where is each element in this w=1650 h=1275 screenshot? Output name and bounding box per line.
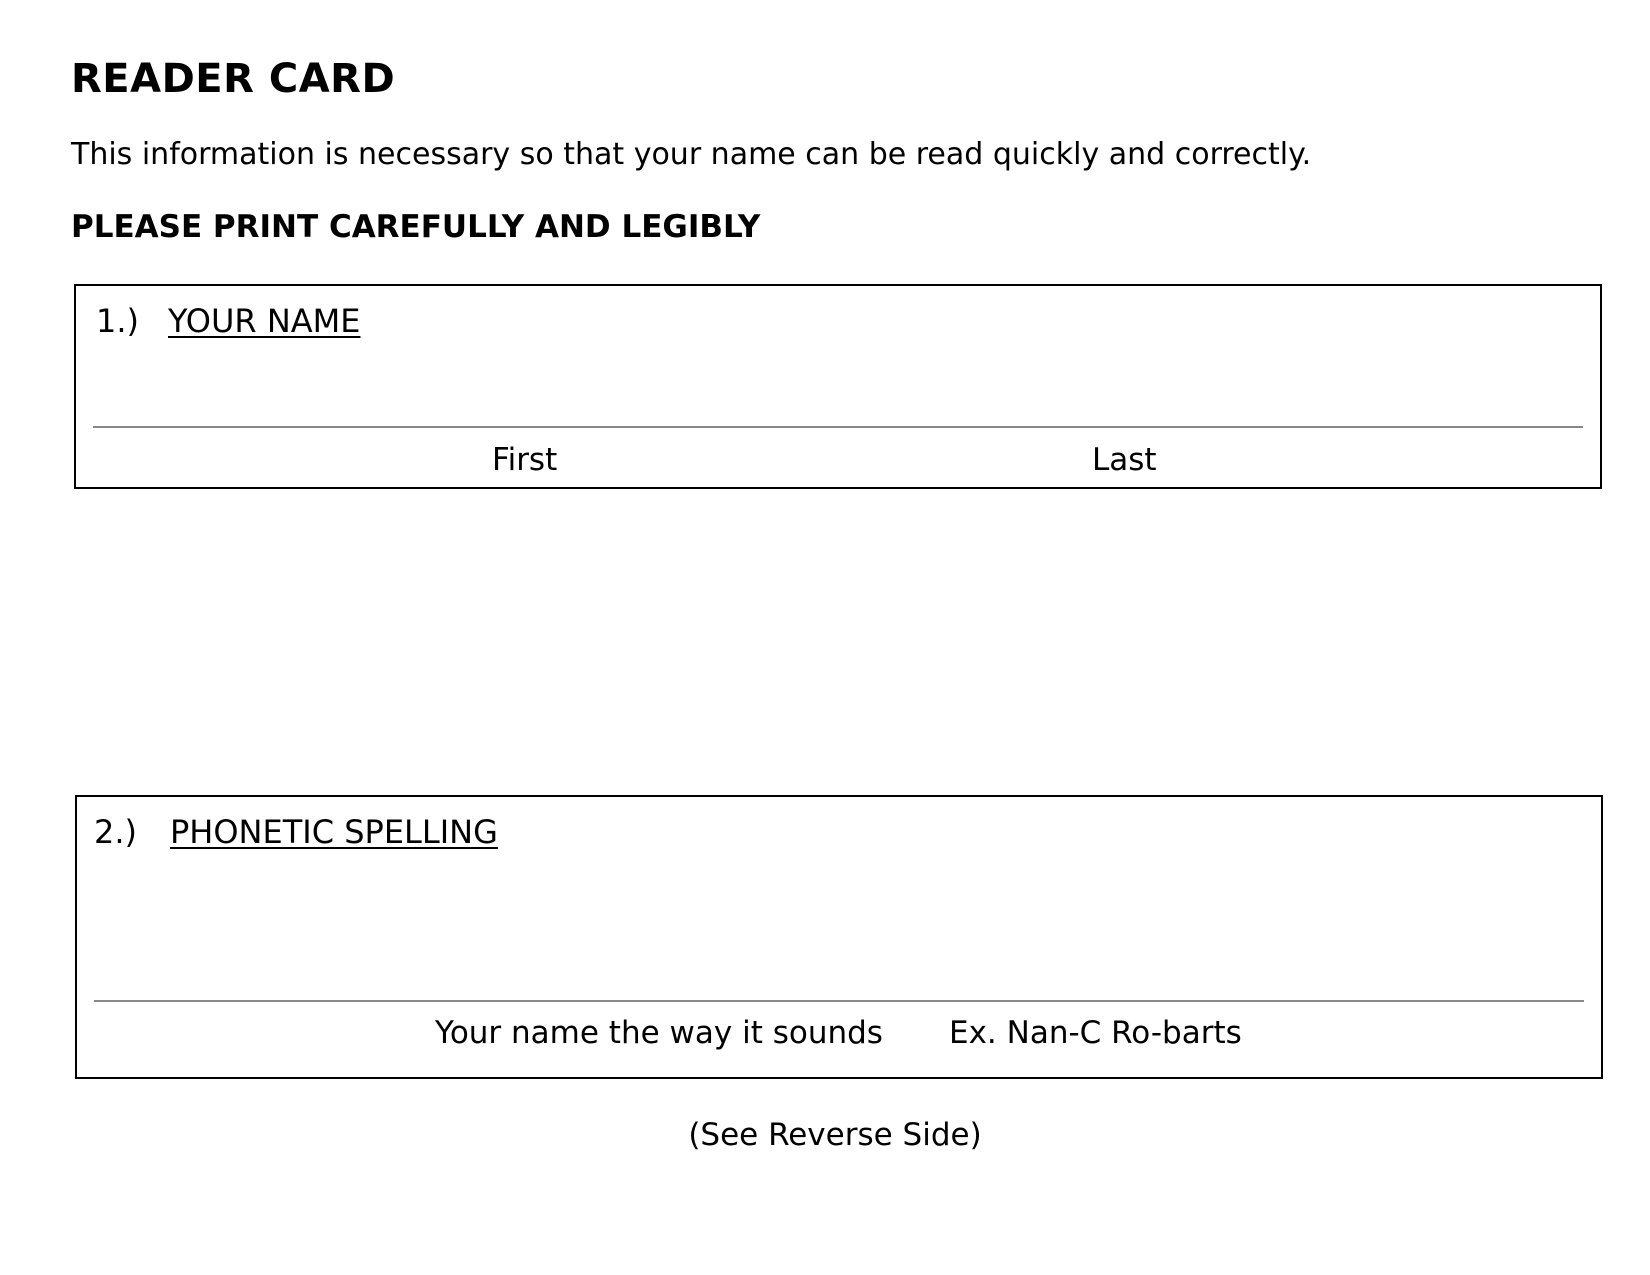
phonetic-caption: Your name the way it sounds [435, 1015, 883, 1051]
page-title: READER CARD [71, 56, 396, 102]
section-number: 2.) [94, 813, 138, 851]
last-name-caption: Last [1092, 442, 1157, 478]
section-number: 1.) [96, 302, 140, 340]
phonetic-write-line[interactable] [94, 1000, 1584, 1002]
your-name-section [74, 284, 1602, 489]
intro-text: This information is necessary so that your name can be read quickly and correctly. [71, 137, 1312, 172]
phonetic-example: Ex. Nan-C Ro-barts [949, 1015, 1242, 1051]
first-name-caption: First [492, 442, 558, 478]
phonetic-spelling-section [75, 795, 1603, 1079]
print-instruction: PLEASE PRINT CAREFULLY AND LEGIBLY [71, 209, 761, 245]
section-heading-your-name: YOUR NAME [168, 302, 361, 340]
name-write-line[interactable] [93, 426, 1583, 428]
section-heading-phonetic-spelling: PHONETIC SPELLING [170, 813, 498, 851]
see-reverse-note: (See Reverse Side) [688, 1117, 982, 1153]
